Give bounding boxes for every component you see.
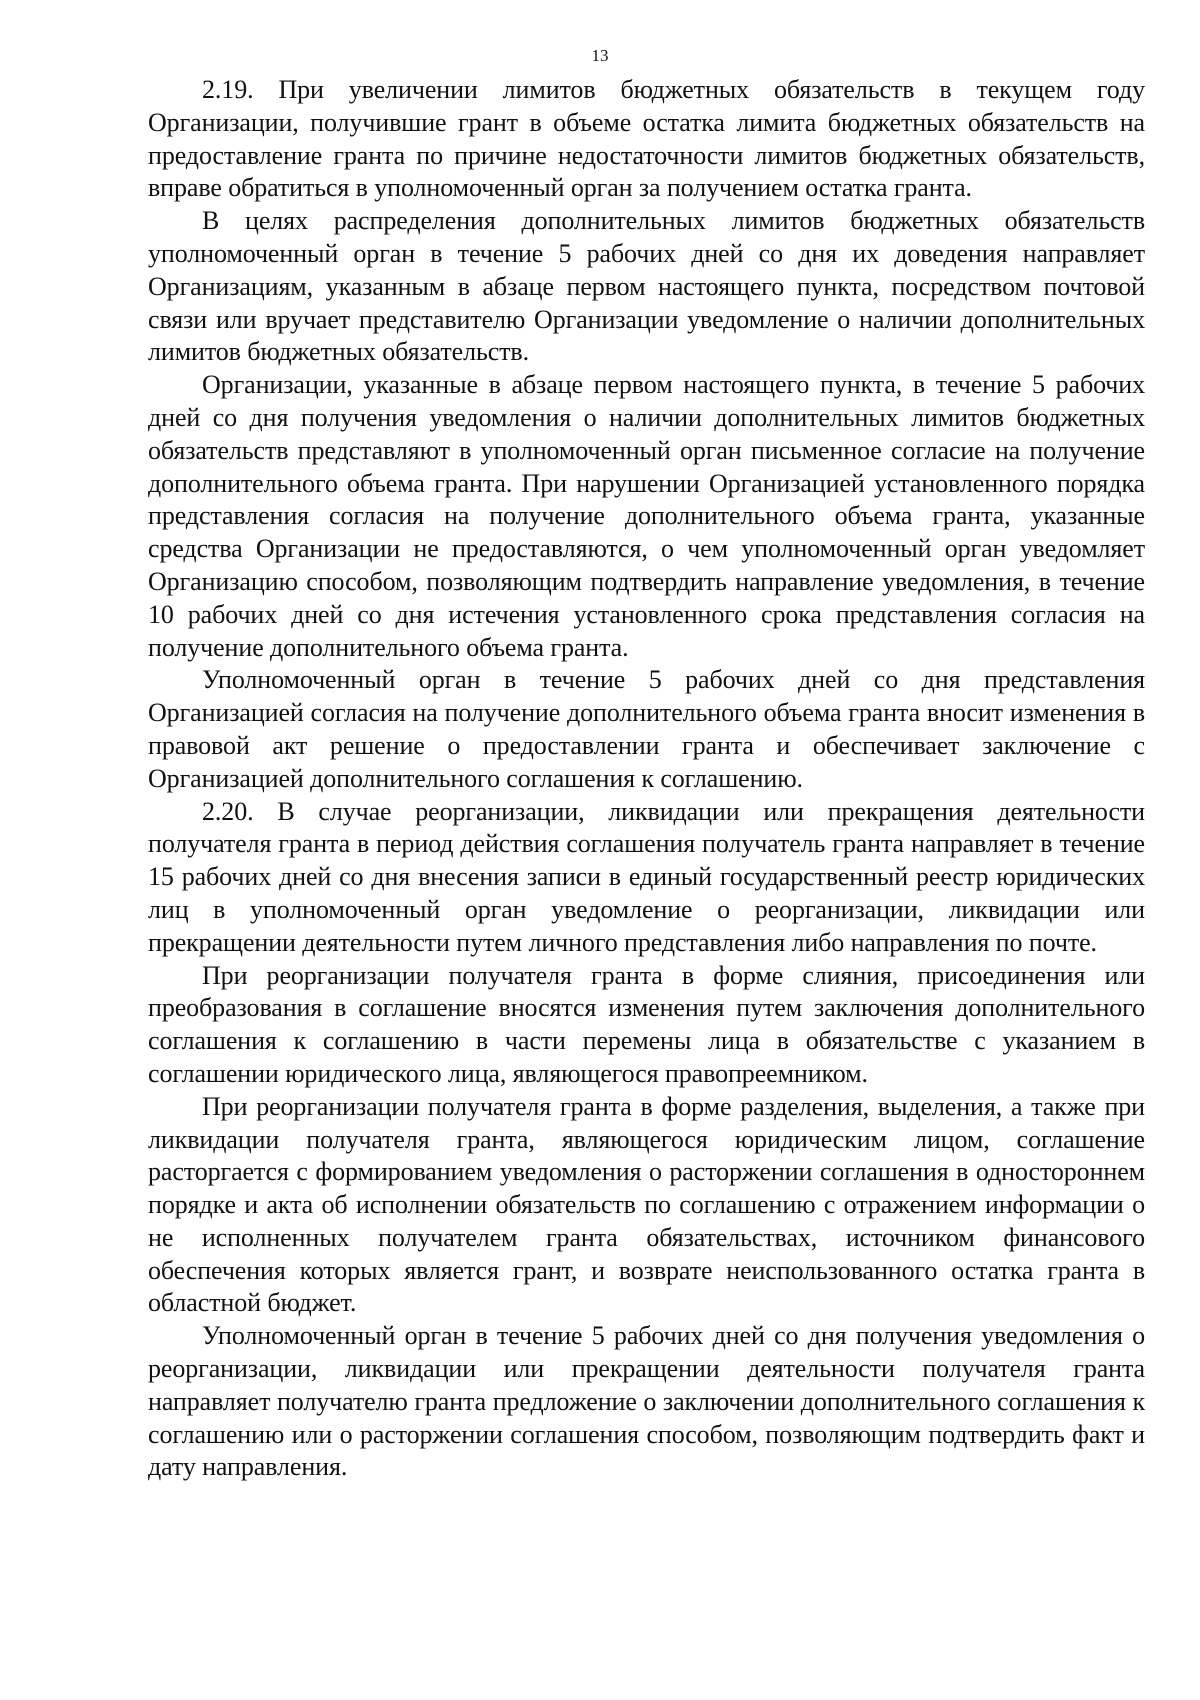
paragraph-2-19: 2.19. При увеличении лимитов бюджетных обязательств в текущем году Организации, получившие грант в объеме остатка лимита бюджетных обязательств на предоставление гранта по причине недостаточности лимитов бюджетных обязательств, вправе обратиться в уполномоченный орган за получением остатка гранта. — [148, 75, 1145, 203]
paragraph-written-consent: Организации, указанные в абзаце первом настоящего пункта, в течение 5 рабочих дней со дня получения уведомления о наличии дополнительных лимитов бюджетных обязательств представляют в уполномоченный орган письменное согласие на получение дополнительного объема гранта. При нарушении Организацией установленного порядка представления согласия на получение дополнительного объема гранта, указанные средства Организации не предоставляются, о чем уполномоченный орган уведомляет Организацию способом, позволяющим подтвердить направление уведомления, в течение 10 рабочих дней со дня истечения установленного срока представления согласия на получение дополнительного объема гранта. — [148, 370, 1145, 662]
paragraph-additional-limits: В целях распределения дополнительных лимитов бюджетных обязательств уполномоченный орган в течение 5 рабочих дней со дня их доведения направляет Организациям, указанным в абзаце первом настоящего пункта, посредством почтовой связи или вручает представителю Организации уведомление о наличии дополнительных лимитов бюджетных обязательств. — [148, 206, 1145, 367]
paragraph-division-liquidation: При реорганизации получателя гранта в форме разделения, выделения, а также при ликвидации получателя гранта, являющегося юридическим лицом, соглашение расторгается с формированием уведомления о расторжении соглашения в одностороннем порядке и акта об исполнении обязательств по соглашению с отражением информации о не исполненных получателем гранта обязательствах, источником финансового обеспечения которых является грант, и возврате неиспользованного остатка гранта в областной бюджет. — [148, 1091, 1145, 1318]
paragraph-legal-act-changes: Уполномоченный орган в течение 5 рабочих дней со дня представления Организацией согласия на получение дополнительного объема гранта вносит изменения в правовой акт решение о предоставлении гранта и обеспечивает заключение с Организацией дополнительного соглашения к соглашению. — [148, 665, 1145, 793]
document-body — [148, 74, 1145, 1484]
paragraph-merger-reorganization: При реорганизации получателя гранта в форме слияния, присоединения или преобразования в соглашение вносятся изменения путем заключения дополнительного соглашения к соглашению в части перемены лица в обязательстве с указанием в соглашении юридического лица, являющегося правопреемником. — [148, 960, 1145, 1088]
paragraph-authorized-body-proposal: Уполномоченный орган в течение 5 рабочих дней со дня получения уведомления о реорганизации, ликвидации или прекращении деятельности получателя гранта направляет получателю гранта предложение о заключении дополнительного соглашения к соглашению или о расторжении соглашения способом, позволяющим подтвердить факт и дату направления. — [148, 1321, 1145, 1482]
page-number: 13 — [591, 46, 609, 65]
paragraph-2-20: 2.20. В случае реорганизации, ликвидации или прекращения деятельности получателя гранта в период действия соглашения получатель гранта направляет в течение 15 рабочих дней со дня внесения записи в единый государственный реестр юридических лиц в уполномоченный орган уведомление о реорганизации, ликвидации или прекращении деятельности путем личного представления либо направления по почте. — [148, 796, 1145, 957]
